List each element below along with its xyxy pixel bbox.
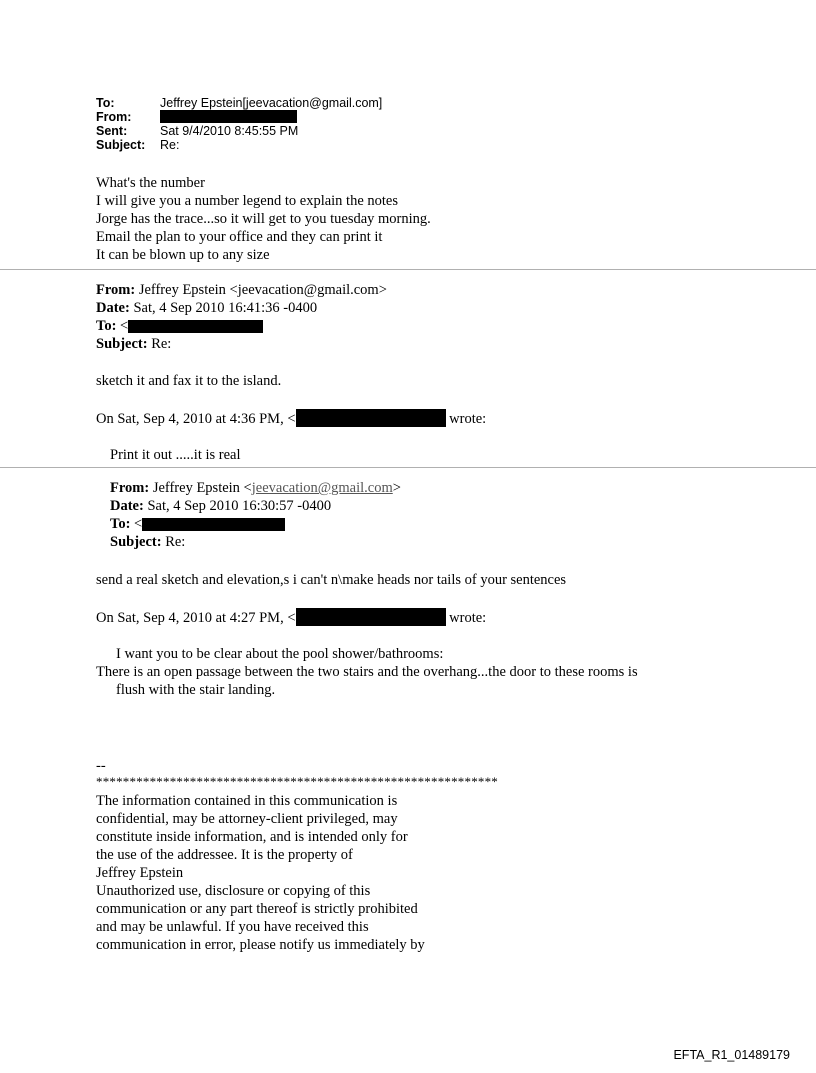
- disclaimer-line: the use of the addressee. It is the property of: [96, 847, 353, 863]
- quote2-email-link[interactable]: jeevacation@gmail.com: [251, 480, 393, 496]
- header-to-row: [96, 96, 382, 110]
- quote1-from-label: From:: [96, 282, 136, 298]
- quote1-date-value: Sat, 4 Sep 2010 16:41:36 -0400: [133, 300, 318, 316]
- body-line: It can be blown up to any size: [96, 247, 270, 263]
- document-id: EFTA_R1_01489179: [673, 1048, 790, 1062]
- email-body: [96, 174, 431, 264]
- signature-stars: ************************************************************: [96, 774, 498, 789]
- quote2-on-prefix: On Sat, Sep 4, 2010 at 4:27 PM, <: [96, 610, 296, 626]
- header-subject-row: [96, 138, 382, 152]
- body-line: Email the plan to your office and they can print it: [96, 229, 383, 245]
- quote1-header: [96, 281, 387, 353]
- disclaimer-line: Unauthorized use, disclosure or copying of this: [96, 883, 371, 899]
- quote2-to-label: To:: [110, 516, 131, 532]
- to-value: Jeffrey Epstein[jeevacation@gmail.com]: [160, 96, 383, 110]
- header-from-row: [96, 110, 382, 124]
- quoted-line: flush with the stair landing.: [116, 682, 276, 698]
- quote2-wrote: wrote:: [449, 610, 487, 626]
- redaction-box: [128, 320, 263, 333]
- disclaimer-line: and may be unlawful. If you have received this: [96, 919, 369, 935]
- quote1-to-label: To:: [96, 318, 117, 334]
- divider: [0, 467, 816, 468]
- redaction-box: [296, 608, 446, 626]
- body-line: Jorge has the trace...so it will get to you tuesday morning.: [96, 211, 431, 227]
- quote2-from-label: From:: [110, 480, 150, 496]
- quoted-line: There is an open passage between the two stairs and the overhang...the door to these rooms is: [96, 664, 638, 680]
- from-label: From:: [96, 110, 132, 124]
- signature-disclaimer: [96, 792, 425, 954]
- subject-value: Re:: [160, 138, 180, 152]
- quote2-to-prefix: <: [134, 516, 143, 532]
- disclaimer-line: The information contained in this communication is: [96, 793, 398, 809]
- quote1-to-prefix: <: [120, 318, 129, 334]
- quote1-quoted-text: Print it out .....it is real: [110, 447, 241, 463]
- divider: [0, 269, 816, 270]
- sent-label: Sent:: [96, 124, 128, 138]
- quote1-attribution: [96, 409, 486, 428]
- sent-value: Sat 9/4/2010 8:45:55 PM: [160, 124, 299, 138]
- quote1-wrote: wrote:: [449, 411, 487, 427]
- to-label: To:: [96, 96, 115, 110]
- quote2-from-name: Jeffrey Epstein <: [152, 480, 252, 496]
- redaction-box: [142, 518, 285, 531]
- quote1-body: sketch it and fax it to the island.: [96, 373, 282, 389]
- body-line: What's the number: [96, 175, 205, 191]
- quote1-date-label: Date:: [96, 300, 130, 316]
- quote1-on-prefix: On Sat, Sep 4, 2010 at 4:36 PM, <: [96, 411, 296, 427]
- quote2-body: send a real sketch and elevation,s i can't n\make heads nor tails of your sentences: [96, 572, 567, 588]
- redaction-box: [296, 409, 446, 427]
- disclaimer-line: confidential, may be attorney-client privileged, may: [96, 811, 398, 827]
- quote2-date-label: Date:: [110, 498, 144, 514]
- signature-dashes: --: [96, 758, 106, 774]
- quote2-header: [110, 479, 401, 551]
- quote2-subject-label: Subject:: [110, 534, 162, 550]
- body-line: I will give you a number legend to explain the notes: [96, 193, 399, 209]
- quote1-subject-value: Re:: [151, 336, 172, 352]
- quote2-subject-value: Re:: [165, 534, 186, 550]
- quote1-subject-label: Subject:: [96, 336, 148, 352]
- disclaimer-line: communication or any part thereof is strictly prohibited: [96, 901, 418, 917]
- email-header: [96, 96, 382, 152]
- disclaimer-line: Jeffrey Epstein: [96, 865, 184, 881]
- quote2-quoted-text: [96, 645, 638, 699]
- quoted-line: I want you to be clear about the pool shower/bathrooms:: [116, 646, 444, 662]
- redaction-box: [160, 110, 297, 123]
- quote2-attribution: [96, 608, 486, 627]
- quote1-from-value: Jeffrey Epstein <jeevacation@gmail.com>: [138, 282, 387, 298]
- disclaimer-line: communication in error, please notify us immediately by: [96, 937, 425, 953]
- disclaimer-line: constitute inside information, and is intended only for: [96, 829, 408, 845]
- quote2-date-value: Sat, 4 Sep 2010 16:30:57 -0400: [147, 498, 332, 514]
- quote2-from-close: >: [392, 480, 401, 496]
- subject-label: Subject:: [96, 138, 146, 152]
- header-sent-row: [96, 124, 382, 138]
